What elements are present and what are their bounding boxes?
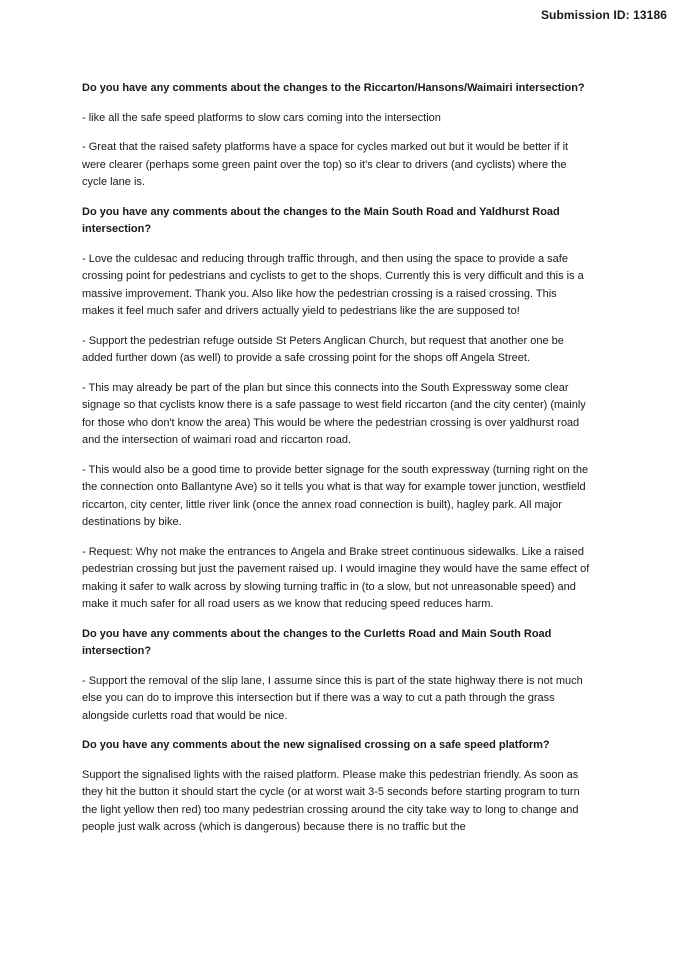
- answer-paragraph: - Request: Why not make the entrances to Angela and Brake street continuous sidewalks. Like a raised pedestrian crossing but just the pavement raised up. I would imagine they would have the same effect of making it safer to walk across by slowing turning traffic in (to a slow, but not unreasonable speed) and make it much safer for all road users as we know that reducing speed reduces harm.: [82, 545, 590, 610]
- question-heading: Do you have any comments about the changes to the Curletts Road and Main South Road intersection?: [82, 627, 552, 657]
- answer-paragraph: - Great that the raised safety platforms have a space for cycles marked out but it would be better if it were clearer (perhaps some green paint over the top) so it's clear to drivers (and cyclists) where the cycle lane is.: [82, 141, 569, 188]
- answer-paragraph: - Support the removal of the slip lane, I assume since this is part of the state highway there is not much else you can do to improve this intersection but if there was a way to cut a path through the grass alongside curletts road that would be nice.: [82, 674, 583, 722]
- answer-paragraph: - Support the pedestrian refuge outside St Peters Anglican Church, but request that another one be added further down (as well) to provide a safe crossing point for the shops off Angela Street.: [82, 334, 564, 364]
- section-main-south-yaldhurst-intersection: [82, 204, 592, 614]
- section-riccarton-intersection: [82, 80, 592, 192]
- section-signalised-crossing: [82, 737, 592, 837]
- answer-paragraph: - like all the safe speed platforms to slow cars coming into the intersection: [82, 111, 441, 124]
- answer-paragraph: - Love the culdesac and reducing through traffic through, and then using the space to provide a safe crossing point for pedestrians and cyclists to get to the shops. Currently this is very difficult and this is a massive improvement. Thank you. Also like how the pedestrian crossing is a raised crossing. This makes it feel much safer and drivers actually yield to pedestrians like the are supposed to!: [82, 252, 584, 317]
- question-heading: Do you have any comments about the changes to the Main South Road and Yaldhurst Road intersection?: [82, 205, 560, 235]
- answer-paragraph: - This may already be part of the plan but since this connects into the South Expressway some clear signage so that cyclists know there is a safe passage to west field riccarton (and the city center) (mainly for those who don't know the area) This would be where the pedestrian crossing is over yaldhurst road and the intersection of waimari road and riccarton road.: [82, 381, 586, 446]
- question-heading: Do you have any comments about the new signalised crossing on a safe speed platform?: [82, 739, 550, 751]
- submission-id: Submission ID: 13186: [540, 8, 667, 22]
- answer-paragraph: - This would also be a good time to provide better signage for the south expressway (turning right on the the connection onto Ballantyne Ave) so it tells you what is that way for example tower junction, westfield riccarton, city center, little river link (once the annex road connection is built), hagley park. All major destinations by bike.: [82, 463, 589, 528]
- answer-paragraph: Support the signalised lights with the raised platform. Please make this pedestrian friendly. As soon as they hit the button it should start the cycle (or at worst wait 3-5 seconds before starting program to turn the light yellow then red) too many pedestrian crossing around the city take way to long to change and people just walk across (which is dangerous) because there is no traffic but the: [82, 768, 580, 833]
- submission-content: [82, 80, 592, 849]
- section-curletts-main-south-intersection: [82, 626, 592, 726]
- question-heading: Do you have any comments about the changes to the Riccarton/Hansons/Waimairi intersection?: [82, 82, 585, 94]
